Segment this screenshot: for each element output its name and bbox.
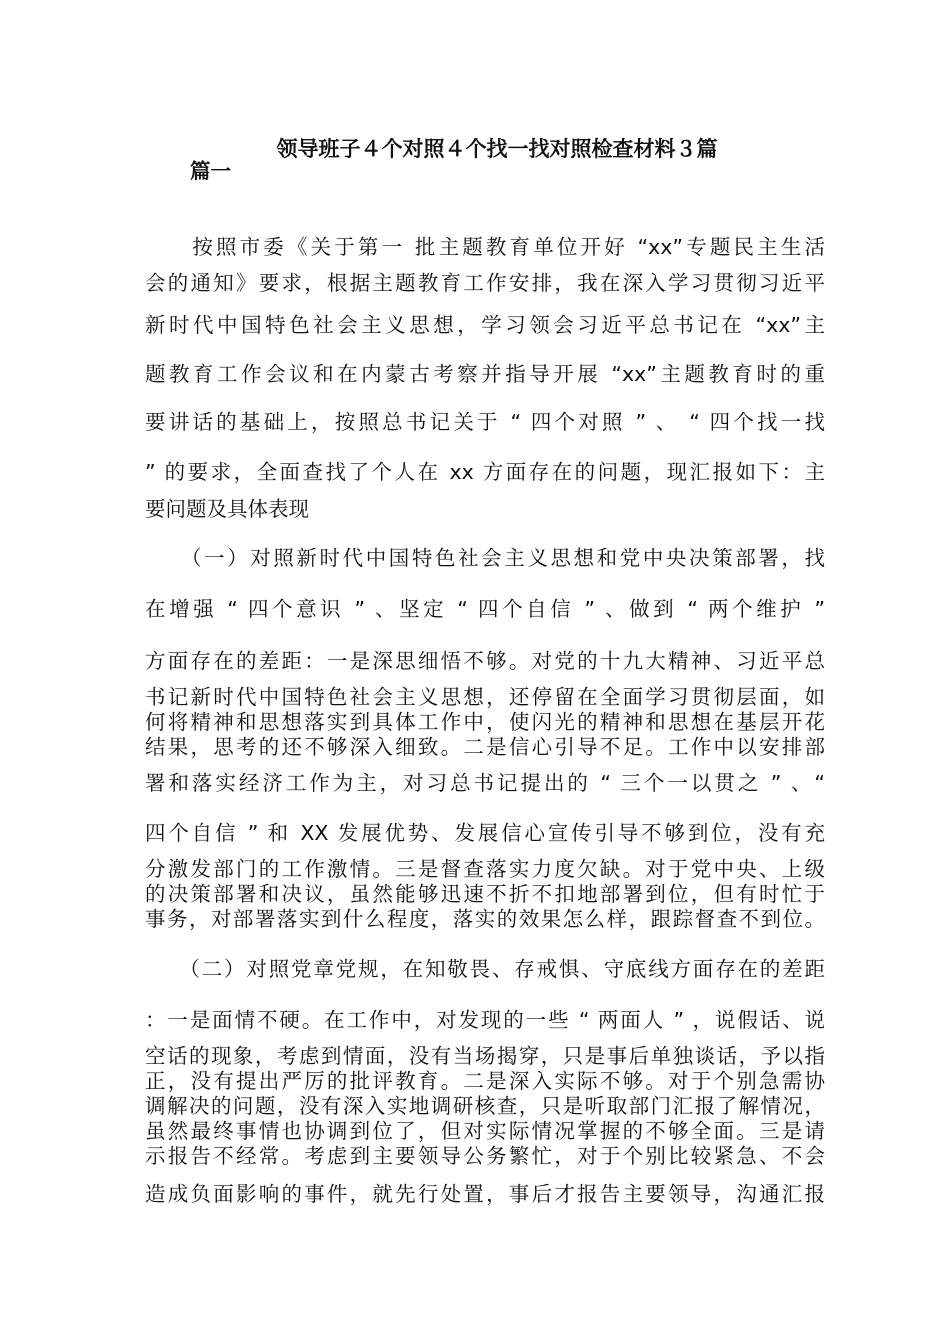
paragraph-line: 事务，对部署落实到什么程度，落实的效果怎么样，跟踪督查不到位。: [145, 907, 825, 931]
paragraph-line: 在增强 “ 四个意识 ” 、坚定 “ 四个自信 ” 、做到 “ 两个维护 ”: [145, 597, 825, 621]
paragraph-line: 结果，思考的还不够深入细致。二是信心引导不足。工作中以安排部: [145, 735, 825, 759]
paragraph-line: （一）对照新时代中国特色社会主义思想和党中央决策部署，找: [145, 546, 825, 570]
paragraph-line: ：一是面情不硬。在工作中，对发现的一些 “ 两面人 ” ，说假话、说: [145, 1008, 825, 1032]
paragraph-line: 虽然最终事情也协调到位了，但对实际情况掌握的不够全面。三是请: [145, 1119, 825, 1143]
paragraph-line: 方面存在的差距：一是深思细悟不够。对党的十九大精神、习近平总: [145, 649, 825, 673]
paragraph-line: 的决策部署和决议，虽然能够迅速不折不扣地部署到位，但有时忙于: [145, 882, 825, 906]
paragraph-line: 分激发部门的工作激情。三是督查落实力度欠缺。对于党中央、上级: [145, 857, 825, 881]
paragraph-line: 书记新时代中国特色社会主义思想，还停留在全面学习贯彻层面，如: [145, 685, 825, 709]
paragraph-line: 要讲话的基础上，按照总书记关于 “ 四个对照 ” 、 “ 四个找一找: [145, 410, 825, 434]
paragraph-line: 署和落实经济工作为主，对习总书记提出的 “ 三个一以贯之 ” 、“: [145, 771, 825, 795]
paragraph-line: 题教育工作会议和在内蒙古考察并指导开展 “xx”主题教育时的重: [145, 362, 825, 386]
paragraph-line: 新时代中国特色社会主义思想，学习领会习近平总书记在 “xx”主: [145, 313, 825, 337]
paragraph-line: 调解决的问题，没有深入实地调研核查，只是听取部门汇报了解情况，: [145, 1094, 825, 1118]
document-title: 领导班子４个对照４个找一找对照检查材料３篇: [276, 137, 718, 161]
paragraph-line: 示报告不经常。考虑到主要领导公务繁忙，对于个别比较紧急、不会: [145, 1144, 825, 1168]
paragraph-line: 正，没有提出严厉的批评教育。二是深入实际不够。对于个别急需协: [145, 1069, 825, 1093]
paragraph-line: 何将精神和思想落实到具体工作中，使闪光的精神和思想在基层开花: [145, 710, 825, 734]
section-heading: 篇一: [190, 159, 231, 183]
paragraph-line: 空话的现象，考虑到情面，没有当场揭穿，只是事后单独谈话，予以指: [145, 1044, 825, 1068]
paragraph-line: 要问题及具体表现: [145, 497, 309, 521]
paragraph-line: 按照市委《关于第一 批主题教育单位开好 “xx”专题民主生活: [145, 235, 825, 259]
paragraph-line: 四个自信 ” 和 XX 发展优势、发展信心宣传引导不够到位，没有充: [145, 821, 825, 845]
paragraph-line: 会的通知》要求，根据主题教育工作安排，我在深入学习贯彻习近平: [145, 271, 825, 295]
paragraph-line: （二）对照党章党规，在知敬畏、存戒惧、守底线方面存在的差距: [145, 957, 825, 981]
paragraph-line: ” 的要求，全面查找了个人在 xx 方面存在的问题，现汇报如下：主: [145, 460, 825, 484]
paragraph-line: 造成负面影响的事件，就先行处置，事后才报告主要领导，沟通汇报: [145, 1182, 825, 1206]
